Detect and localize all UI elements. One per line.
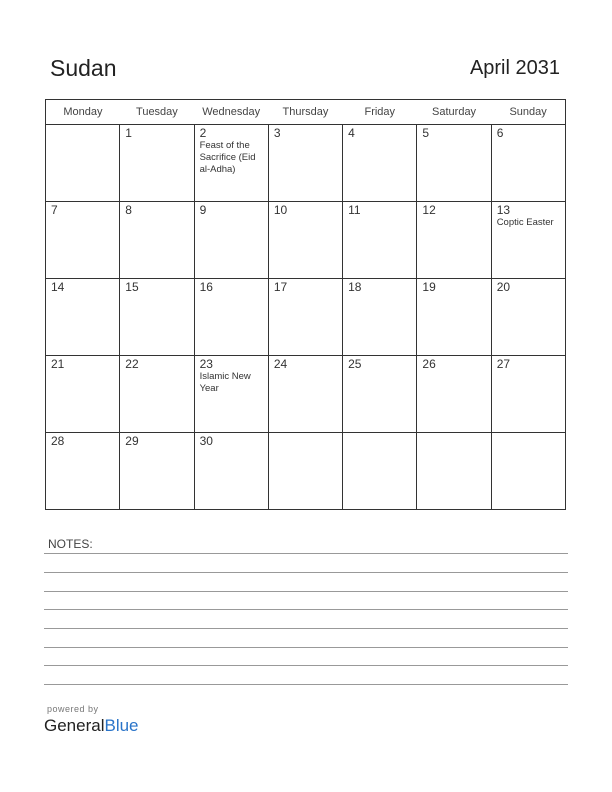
day-number: 19 [422, 280, 436, 294]
brand-blue: Blue [104, 716, 139, 735]
day-cell [343, 356, 417, 433]
note-line [44, 665, 568, 666]
calendar-grid [45, 99, 566, 510]
day-number: 29 [125, 434, 139, 448]
day-cell [268, 125, 342, 202]
day-cell [343, 433, 417, 510]
weekday-header-row [46, 100, 566, 125]
day-cell [268, 202, 342, 279]
day-number: 21 [51, 357, 65, 371]
day-cell [268, 433, 342, 510]
day-number: 12 [422, 203, 436, 217]
holiday-label: Coptic Easter [496, 217, 554, 228]
day-cell [120, 279, 194, 356]
notes-label: NOTES: [48, 537, 93, 551]
day-cell [46, 356, 120, 433]
day-number: 10 [273, 203, 288, 217]
day-cell [343, 279, 417, 356]
day-number: 30 [199, 434, 213, 448]
day-cell [120, 125, 194, 202]
day-number: 5 [422, 126, 430, 140]
day-number: 26 [422, 357, 436, 371]
day-cell [120, 202, 194, 279]
day-cell [120, 433, 194, 510]
day-cell [491, 202, 565, 279]
week-row [46, 125, 566, 202]
day-number: 6 [496, 126, 504, 140]
day-number: 28 [51, 434, 65, 448]
weekday-header: Friday [343, 100, 417, 125]
day-number: 17 [273, 280, 288, 294]
note-line [44, 553, 568, 554]
day-cell [417, 433, 491, 510]
day-cell [417, 125, 491, 202]
day-number: 14 [51, 280, 65, 294]
day-cell [491, 356, 565, 433]
day-number: 20 [496, 280, 511, 294]
month-title: April 2031 [469, 57, 560, 79]
day-number: 23 [199, 357, 213, 371]
weekday-header: Tuesday [120, 100, 194, 125]
day-number: 18 [348, 280, 362, 294]
day-number: 11 [348, 203, 361, 217]
generalblue-logo[interactable] [44, 716, 139, 736]
day-number: 27 [496, 357, 511, 371]
day-cell [417, 202, 491, 279]
day-number: 15 [125, 280, 139, 294]
day-number: 1 [125, 126, 132, 140]
day-number: 9 [199, 203, 207, 217]
day-cell [343, 125, 417, 202]
day-number: 22 [125, 357, 139, 371]
day-cell [120, 356, 194, 433]
day-cell [46, 125, 120, 202]
day-cell [268, 279, 342, 356]
weekday-header: Wednesday [194, 100, 268, 125]
weekday-header: Saturday [417, 100, 491, 125]
week-row [46, 279, 566, 356]
day-number: 3 [273, 126, 281, 140]
day-cell [491, 279, 565, 356]
day-number: 13 [496, 203, 511, 217]
weekday-header: Sunday [491, 100, 565, 125]
note-line [44, 684, 568, 685]
day-number: 8 [125, 203, 132, 217]
note-line [44, 647, 568, 648]
day-number: 16 [199, 280, 213, 294]
day-number: 4 [348, 126, 355, 140]
powered-by-text: powered by [47, 704, 99, 714]
week-row [46, 433, 566, 510]
day-cell [343, 202, 417, 279]
day-cell [46, 433, 120, 510]
day-number: 24 [273, 357, 288, 371]
note-line [44, 609, 568, 610]
day-cell [194, 356, 268, 433]
day-cell [46, 279, 120, 356]
note-line [44, 591, 568, 592]
day-cell [194, 125, 268, 202]
day-cell [417, 279, 491, 356]
holiday-label: Islamic New Year [199, 371, 251, 394]
holiday-label: Feast of the Sacrifice (Eid al-Adha) [199, 140, 256, 175]
week-row [46, 356, 566, 433]
note-line [44, 628, 568, 629]
day-cell [194, 433, 268, 510]
brand-general: General [44, 716, 105, 735]
day-cell [491, 433, 565, 510]
country-title: Sudan [50, 55, 117, 81]
note-line [44, 572, 568, 573]
day-number: 25 [348, 357, 362, 371]
week-row [46, 202, 566, 279]
day-number: 7 [51, 203, 58, 217]
weekday-header: Monday [46, 100, 120, 125]
day-cell [194, 279, 268, 356]
weekday-header: Thursday [268, 100, 342, 125]
day-cell [268, 356, 342, 433]
day-cell [194, 202, 268, 279]
day-number: 2 [199, 126, 207, 140]
day-cell [491, 125, 565, 202]
day-cell [46, 202, 120, 279]
day-cell [417, 356, 491, 433]
